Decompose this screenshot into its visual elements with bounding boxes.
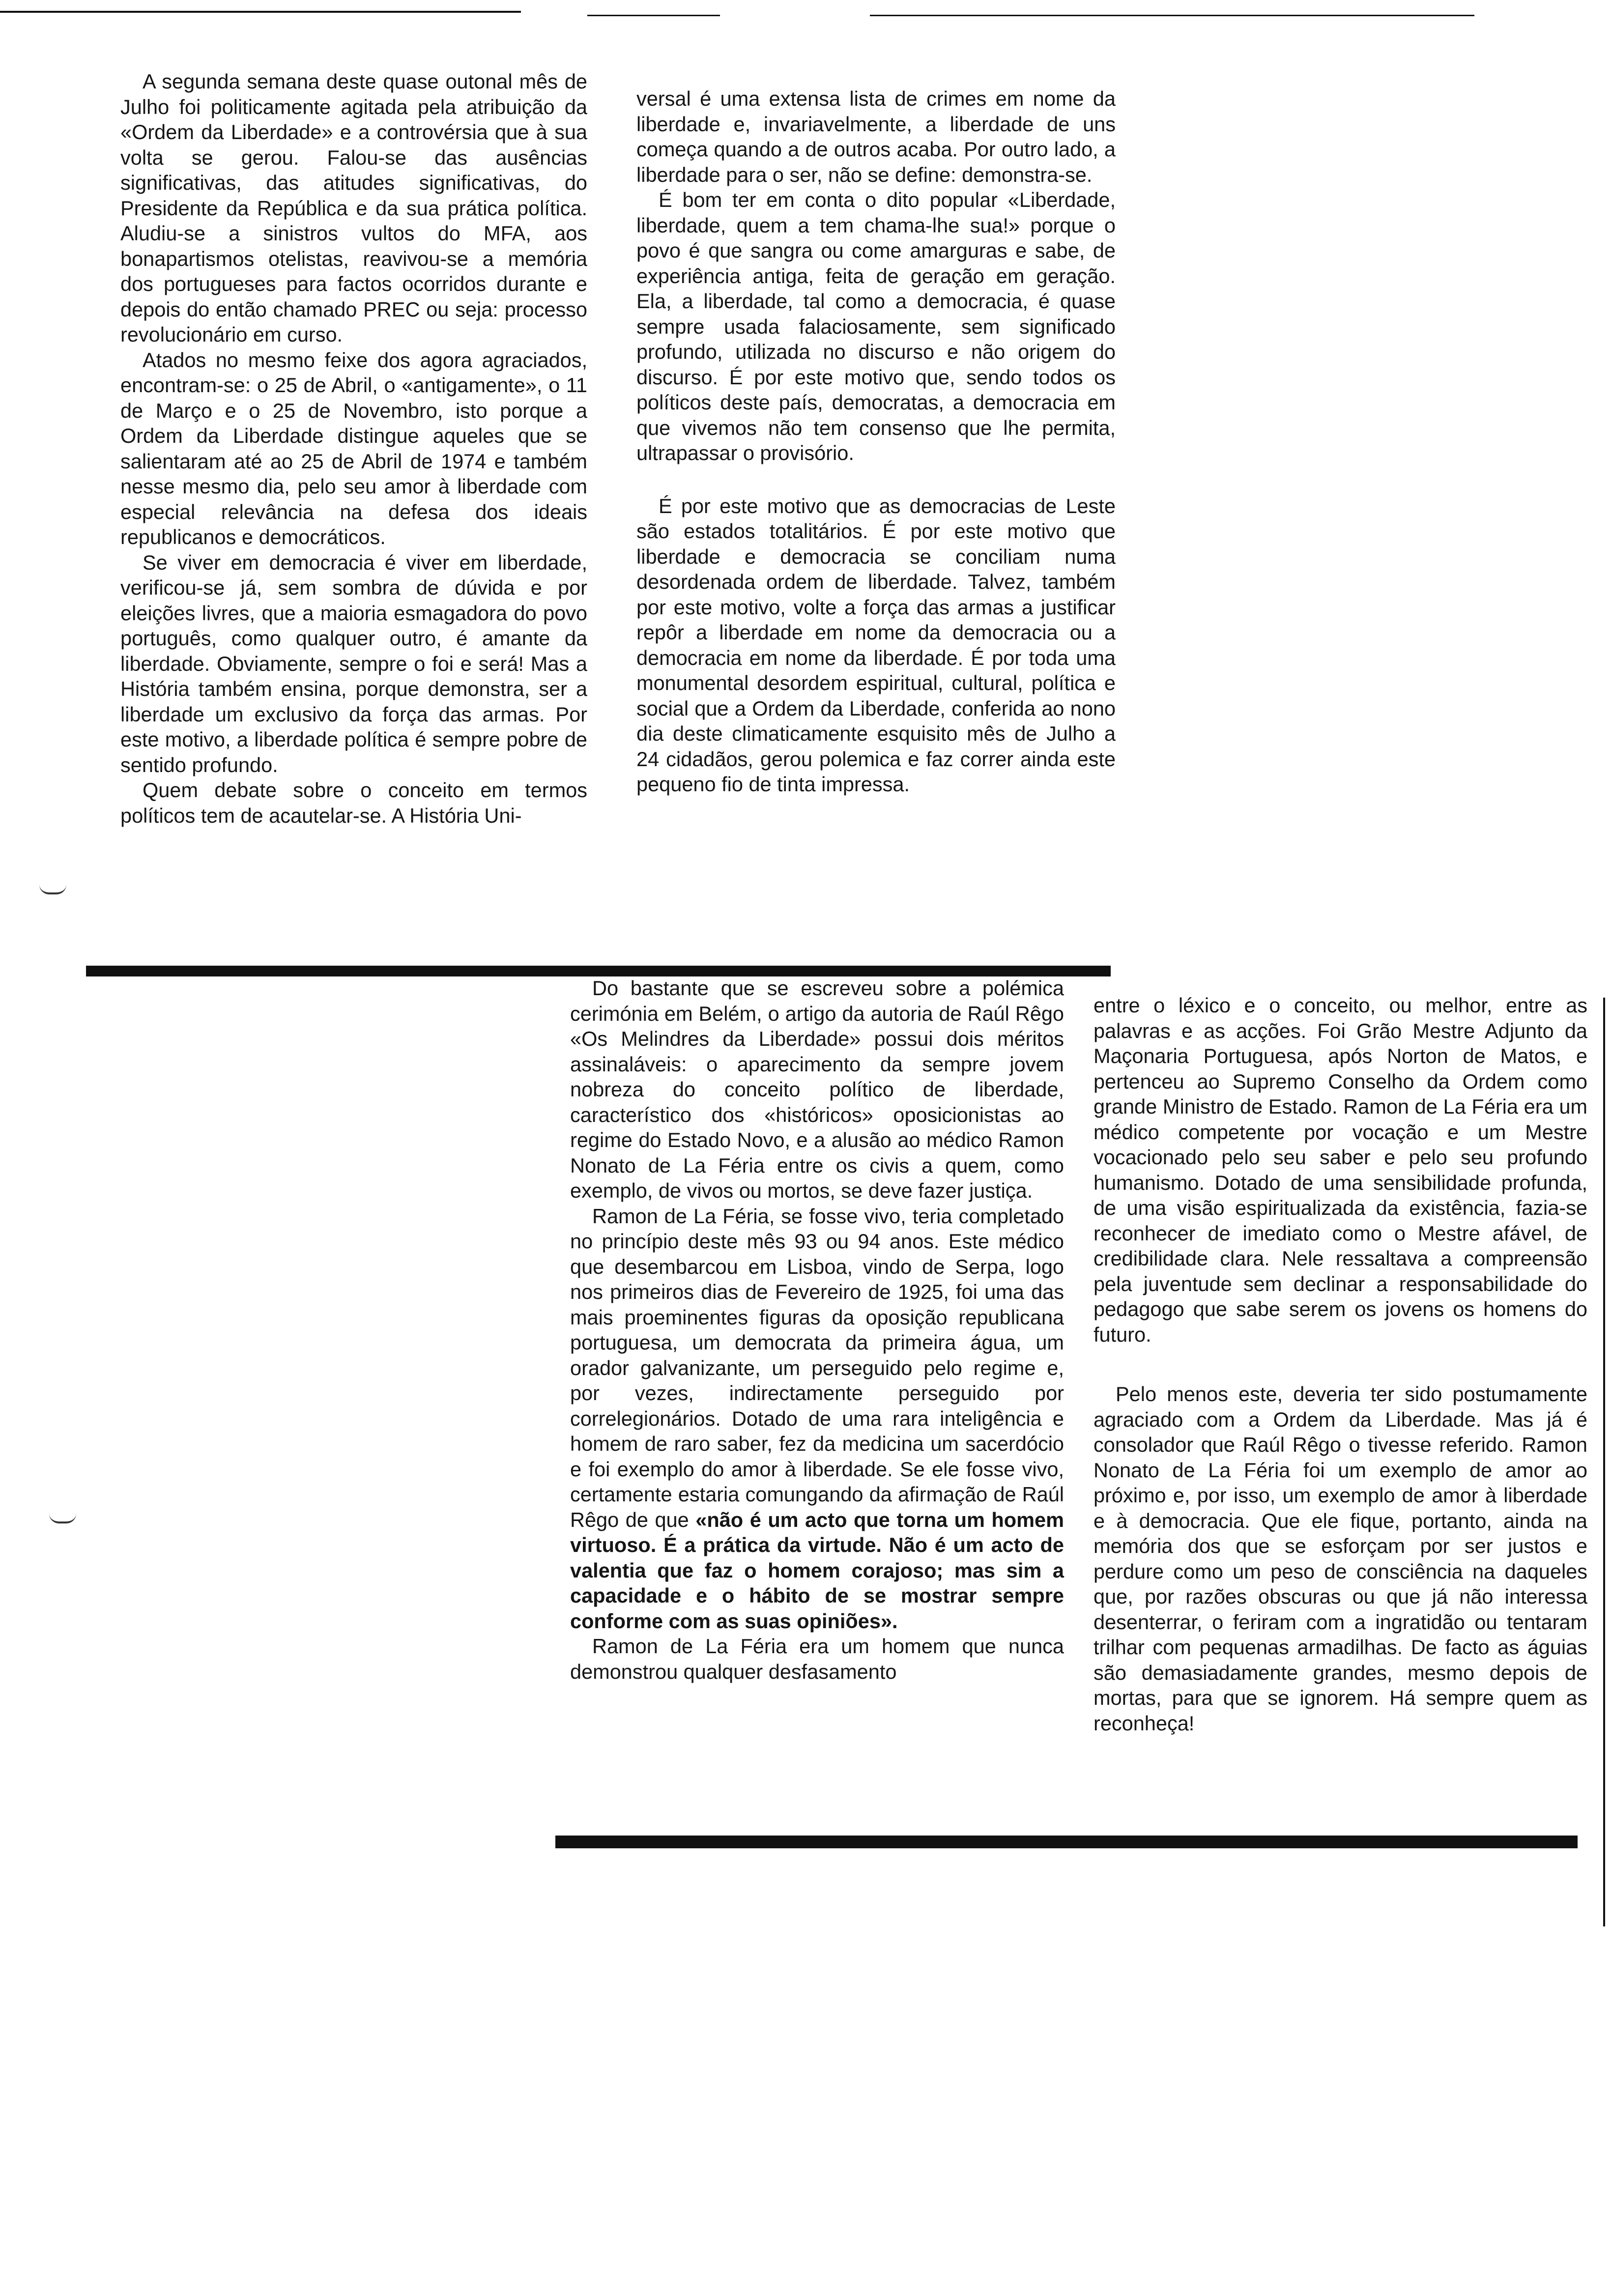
bottom-divider-bar bbox=[555, 1836, 1578, 1848]
article-column-2 bbox=[636, 86, 1116, 797]
bold-quote: «não é um acto que torna um homem virtuoso. É a prática da virtude. Não é um acto de valentia que faz o homem corajoso; mas sim a capacidade e o hábito de se mostrar sempre conforme com as suas opiniões». bbox=[570, 1508, 1065, 1633]
paragraph: Pelo menos este, deveria ter sido postumamente agraciado com a Ordem da Liberdade. Mas já é consolador que Raúl Rêgo o tivesse referido. Ramon Nonato de La Féria foi um exemplo de amor ao próximo e, por isso, um exemplo de amor à liberdade e à democracia. Que ele fique, portanto, ainda na memória dos que se esforçam por ser justos e perdure como um peso de consciência na daqueles que, por razões obscuras ou que já não interessa desenterrar, o feriram com a ingratidão ou tentaram trilhar com pequenas armadilhas. De facto as águias são demasiadamente grandes, mesmo depois de mortas, para que se ignorem. Há sempre quem as reconheça! bbox=[1094, 1382, 1587, 1735]
top-rule-left bbox=[0, 11, 521, 13]
article-column-3 bbox=[570, 976, 1064, 1684]
paragraph: Atados no mesmo feixe dos agora agraciados, encontram-se: o 25 de Abril, o «antigamente», o 11 de Março e o 25 de Novembro, isto porque a Ordem da Liberdade distingue aqueles que se salientaram até ao 25 de Abril de 1974 e também nesse mesmo dia, pelo seu amor à liberdade com especial relevância na defesa dos ideais republicanos e democráticos. bbox=[120, 348, 587, 548]
paragraph: Do bastante que se escreveu sobre a polémica cerimónia em Belém, o artigo da autoria de Raúl Rêgo «Os Melindres da Liberdade» possui dois méritos assinaláveis: o aparecimento da sempre jovem nobreza do conceito político de liberdade, característico dos «históricos» oposicionistas ao regime do Estado Novo, e a alusão ao médico Ramon Nonato de La Féria entre os civis a quem, como exemplo, de vivos ou mortos, se deve fazer justiça. bbox=[570, 976, 1064, 1202]
paragraph: A segunda semana deste quase outonal mês de Julho foi politicamente agitada pela atribuição da «Ordem da Liberdade» e a controvérsia que à sua volta se gerou. Falou-se das ausências significativas, das atitudes significativas, do Presidente da República e da sua prática política. Aludiu-se a sinistros vultos do MFA, aos bonapartismos otelistas, reavivou-se a memória dos portugueses para factos ocorridos durante e depois do então chamado PREC ou seja: processo revolucionário em curso. bbox=[120, 70, 587, 346]
divider-bar bbox=[86, 966, 1111, 976]
paragraph-text: Ramon de La Féria, se fosse vivo, teria completado no princípio deste mês 93 ou 94 anos. Este médico que desembarcou em Lisboa, vindo de Serpa, logo nos primeiros dias de Fevereiro de 1925, foi uma das mais proeminentes figuras da oposição republicana portuguesa, um democrata da primeira água, um orador galvanizante, um perseguido pelo regime e, por vezes, indirectamente perseguido por correlegionários. Dotado de uma rara inteligência e homem de raro saber, fez da medicina um sacerdócio e foi exemplo do amor à liberdade. Se ele fosse vivo, certamente estaria comungando da afirmação de Raúl Rêgo de que bbox=[570, 1204, 1064, 1531]
paragraph bbox=[570, 1204, 1064, 1634]
paragraph: entre o léxico e o conceito, ou melhor, entre as palavras e as acções. Foi Grão Mestre Adjunto da Maçonaria Portuguesa, após Norton de Matos, e pertenceu ao Supremo Conselho da Ordem como grande Ministro de Estado. Ramon de La Féria era um médico competente por vocação e um Mestre vocacionado pelo seu saber e pelo seu profundo humanismo. Dotado de uma sensibilidade profunda, de uma visão espiritualizada da existência, fazia-se reconhecer de imediato como o Mestre afável, de credibilidade clara. Nele ressaltava a compreensão pela juventude sem declinar a responsabilidade do pedagogo que sabe serem os jovens os homens do futuro. bbox=[1094, 994, 1587, 1346]
paragraph: Se viver em democracia é viver em liberdade, verificou-se já, sem sombra de dúvida e por eleições livres, que a maioria esmagadora do povo português, como qualquer outro, é amante da liberdade. Obviamente, sempre o foi e será! Mas a História também ensina, porque demonstra, ser a liberdade um exclusivo da força das armas. Por este motivo, a liberdade política é sempre pobre de sentido profundo. bbox=[120, 550, 587, 776]
punch-hole-mark-top bbox=[39, 885, 66, 894]
paragraph: É por este motivo que as democracias de Leste são estados totalitários. É por este motivo que liberdade e democracia se conciliam numa desordenada ordem de liberdade. Talvez, também por este motivo, volte a força das armas a justificar repôr a liberdade em nome da democracia ou a democracia em nome da liberdade. É por toda uma monumental desordem espiritual, cultural, política e social que a Ordem da Liberdade, conferida ao nono dia deste climaticamente esquisito mês de Julho a 24 cidadãos, gerou polemica e faz correr ainda este pequeno fio de tinta impressa. bbox=[636, 494, 1116, 796]
article-column-4 bbox=[1094, 993, 1587, 1736]
right-frame-line bbox=[1603, 998, 1605, 1926]
paragraph: Ramon de La Féria era um homem que nunca demonstrou qualquer desfasamento bbox=[570, 1635, 1064, 1683]
top-rule-middle bbox=[587, 15, 720, 16]
top-rule-right bbox=[870, 15, 1474, 16]
paragraph: É bom ter em conta o dito popular «Liberdade, liberdade, quem a tem chama-lhe sua!» porque o povo é que sangra ou come amarguras e sabe, de experiência antiga, feita de geração em geração. Ela, a liberdade, tal como a democracia, é quase sempre usada falaciosamente, sem significado profundo, utilizada no discurso e não origem do discurso. É por este motivo que, sendo todos os políticos deste país, democratas, a democracia em que vivemos não tem consenso que lhe permita, ultrapassar o provisório. bbox=[636, 188, 1116, 464]
punch-hole-mark-bottom bbox=[49, 1514, 76, 1523]
paragraph: versal é uma extensa lista de crimes em nome da liberdade e, invariavelmente, a liberdade de uns começa quando a de outros acaba. Por outro lado, a liberdade para o ser, não se define: demonstra-se. bbox=[636, 87, 1116, 186]
paragraph: Quem debate sobre o conceito em termos políticos tem de acautelar-se. A História Uni- bbox=[120, 778, 587, 827]
article-column-1 bbox=[120, 69, 587, 828]
